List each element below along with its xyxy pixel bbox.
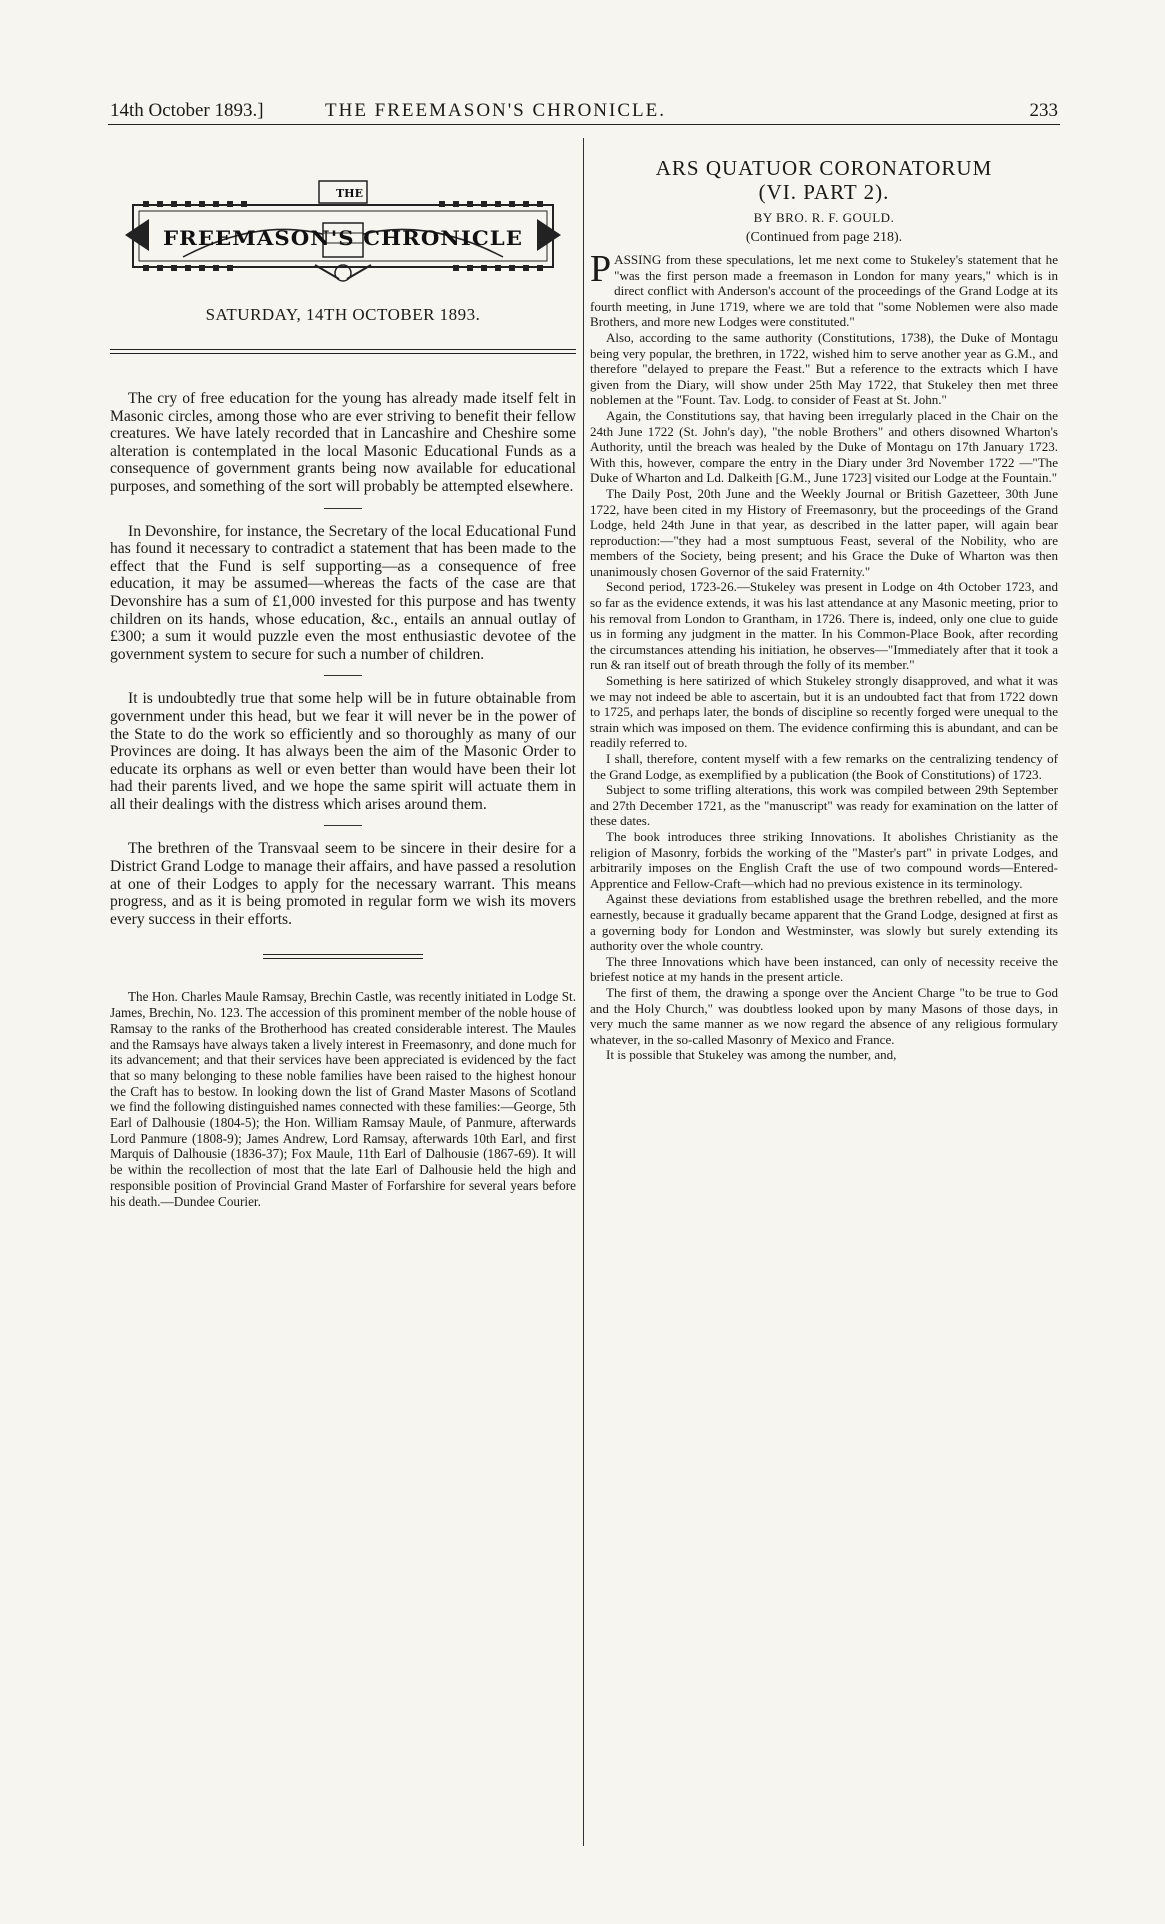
left-column — [110, 135, 576, 1209]
article-paragraph: The Daily Post, 20th June and the Weekly Journal or British Gazetteer, 30th June 1722, have been cited in my History of Freemasonry, but the proceedings of the Grand Lodge, held 24th June in that year, as described in the latter paper, will again bear reproduction:—"they had a most sumptuous Feast, several of the Nobility, who are members of the Society, being present; and his Grace the Duke of Wharton was then unanimously chosen Governor of the said Fraternity." — [590, 485, 1058, 579]
first-paragraph-text: ASSING from these speculations, let me next come to Stukeley's statement that he "was the first person made a freemason in London for many years," which is in direct conflict with Anderson's account of the proceedings of the Grand Lodge at its fourth meeting, in June 1719, where we are told that "some Noblemen were also made Brothers, and more new Lodges were constituted." — [590, 252, 1058, 330]
issue-date: 14th October 1893.] — [110, 100, 264, 121]
article-paragraph: I shall, therefore, content myself with a few remarks on the centralizing tendency of the Grand Lodge, as exemplified by a publication (the Book of Constitutions) of 1723. — [590, 751, 1058, 782]
masthead-logo — [123, 175, 563, 285]
article-paragraph — [590, 248, 1058, 330]
leader-paragraph: The cry of free education for the young has already made itself felt in Masonic circles, among those who are ever striving to benefit their fellow creatures. We have lately recorded that in Lancashire and Cheshire some alteration is contemplated in the local Masonic Educational Funds as a consequence of government grants being now available for educational purposes, and something of the sort will probably be attempted elsewhere. — [110, 390, 576, 495]
newspaper-title: THE FREEMASON'S CHRONICLE. — [325, 100, 666, 121]
running-header — [110, 100, 1058, 126]
header-rule — [108, 124, 1060, 125]
article-paragraph: Subject to some trifling alterations, this work was compiled between 29th September and 27th December 1721, as the "manuscript" was ready for examination on the latter of these dates. — [590, 782, 1058, 829]
svg-text:FREEMASON'S CHRONICLE: FREEMASON'S CHRONICLE — [163, 226, 523, 250]
article-paragraph: It is possible that Stukeley was among the number, and, — [606, 1047, 897, 1063]
leader-paragraph: The brethren of the Transvaal seem to be sincere in their desire for a District Grand Lodge to manage their affairs, and have passed a resolution at one of their Lodges to apply for the necessary warrant. This means progress, and as it is being promoted in regular form we wish its movers every success in their efforts. — [110, 840, 576, 928]
article-paragraph: Again, the Constitutions say, that having been irregularly placed in the Chair on the 24th June 1722 (St. John's day), "the noble Brothers" and others disowned Wharton's Authority, until the breach was healed by the Duke of Montagu on 17th January 1723. With this, however, compare the entry in the Diary under 3rd November 1722 —"The Duke of Wharton and Ld. Dalkeith [G.M., June 1723] visited our Lodge at the Fountain." — [590, 407, 1058, 486]
article-paragraph: Something is here satirized of which Stukeley strongly disapproved, and what it was we may not indeed be able to ascertain, but it is an undoubted fact that from 1722 down to 1725, and perhaps later, the bonds of discipline so recently forged were unequal to the strain which was imposed on them. The evidence confirming this is abundant, and can be readily referred to. — [590, 673, 1058, 751]
svg-text:THE: THE — [336, 187, 363, 200]
leader-paragraph: In Devonshire, for instance, the Secretary of the local Educational Fund has found it necessary to contradict a statement that has been made to the effect that the Fund is self supporting—as a consequence of free education, it may be assumed—whereas the facts of the case are that Devonshire has a sum of £1,000 invested for this purpose and has twenty children on its hands, whose education, &c., entails an annual outlay of £300; a sum it would puzzle even the most enthusiastic devotee of the government system to secure for such a number of children. — [110, 522, 576, 663]
article-subtitle: (VI. PART 2). — [758, 180, 890, 204]
article-paragraph: The book introduces three striking Innovations. It abolishes Christianity as the religion of Masonry, forbids the working of the "Master's part" in private Lodges, and arbitrarily imposes on the English Craft the use of two compound words—Entered-Apprentice and Fellow-Craft—which had no previous existence in its terminology. — [590, 828, 1058, 891]
paragraph-separator — [324, 675, 362, 676]
article-paragraph: Second period, 1723-26.—Stukeley was present in Lodge on 4th October 1723, and so far as the evidence extends, it was his last attendance at any Masonic meeting, prior to his removal from London to Grantham, in 1726. There is, indeed, only one clue to guide us in forming any judgment in the matter. In his Common-Place Book, after recording the circumstances attending his initiation, he observes—"Immediately after that it took a run & ran itself out of breath through the folly of its member." — [590, 579, 1058, 673]
continued-note: (Continued from page 218). — [745, 230, 903, 245]
paragraph-separator — [324, 508, 362, 509]
article-paragraph: The first of them, the drawing a sponge over the Ancient Charge "to be true to God and the Holy Church," was doubtless looked upon by many Masons of those days, in very much the same manner as we now regard the absence of any religious formulary whatever, in the so-called Masonry of Mexico and France. — [590, 984, 1058, 1047]
right-column — [590, 135, 1058, 1063]
drop-cap: P — [590, 248, 612, 290]
ramsay-note — [110, 989, 576, 1209]
article-paragraph: Also, according to the same authority (Constitutions, 1738), the Duke of Montagu being very popular, the brethren, in 1722, wished him to serve another year as G.M., and therefore "delayed to prepare the Feast." But a reference to the extracts which I have given from the Diary, will show under 25th May 1722, that Stukeley then met three noblemen at the "Fount. Tav. Lodg. to consider of Feast at St. John." — [590, 329, 1058, 408]
paragraph-separator — [324, 825, 362, 826]
column-divider — [583, 138, 584, 1846]
leader-articles — [110, 390, 576, 928]
article-title: ARS QUATUOR CORONATORUM — [655, 156, 993, 180]
edition-line: SATURDAY, 14TH OCTOBER 1893. — [205, 305, 481, 324]
section-double-rule — [263, 954, 423, 959]
section-double-rule — [110, 349, 576, 354]
leader-paragraph: It is undoubtedly true that some help will be in future obtainable from government under this head, but we fear it will never be in the power of the State to do the work so efficiently and so thoroughly as many of our Provinces are doing. It has always been the aim of the Masonic Order to educate its orphans as well or even better than would have been their lot had their parents lived, and we hope the same spirit will actuate them in all their dealings with the distress which arises around them. — [110, 690, 576, 813]
article-paragraph: Against these deviations from established usage the brethren rebelled, and the more earnestly, because it gradually became apparent that the Grand Lodge, designed at first as a governing body for London and Westminster, was slowly but surely extending its authority over the whole country. — [590, 891, 1058, 954]
article-body — [590, 248, 1058, 1063]
note-paragraph: The Hon. Charles Maule Ramsay, Brechin Castle, was recently initiated in Lodge St. James, Brechin, No. 123. The accession of this prominent member of the noble house of Ramsay to the ranks of the Brotherhood has created considerable interest. The Maules and the Ramsays have always taken a lively interest in Freemasonry, and done much for its advancement; and that their services have been appreciated is evidenced by the fact that so many belonging to these noble families have been raised to the highest honour the Craft has to bestow. In looking down the list of Grand Master Masons of Scotland we find the following distinguished names connected with these families:—George, 5th Earl of Dalhousie (1804-5); the Hon. William Ramsay Maule, of Panmure, afterwards Lord Panmure (1808-9); James Andrew, Lord Ramsay, afterwards 10th Earl, and first Marquis of Dalhousie (1836-37); Fox Maule, 11th Earl of Dalhousie (1867-69). It will be within the recollection of most that the late Earl of Dalhousie held the high and responsible position of Provincial Grand Master of Forfarshire for several years before his death.—Dundee Courier. — [110, 989, 576, 1209]
article-byline: BY BRO. R. F. GOULD. — [753, 210, 895, 225]
page-number: 233 — [1029, 100, 1058, 121]
article-paragraph: The three Innovations which have been instanced, can only of necessity receive the briefest notice at my hands in the present article. — [590, 953, 1058, 985]
freemasons-chronicle-logo — [123, 175, 563, 285]
